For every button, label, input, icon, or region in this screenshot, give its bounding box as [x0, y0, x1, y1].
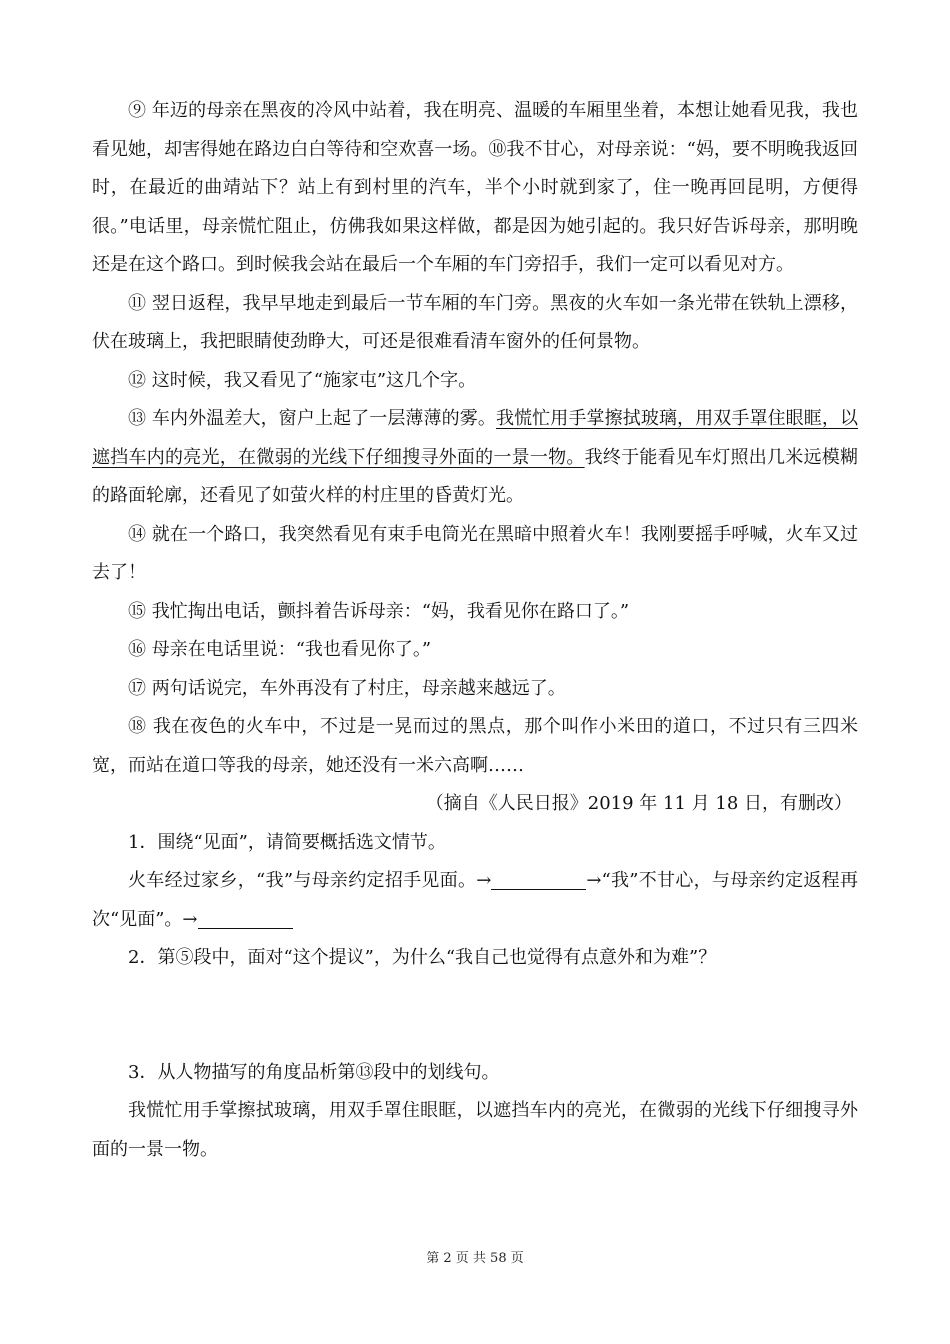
paragraph-12: ⑫ 这时候，我又看见了“施家屯”这几个字。 [128, 369, 477, 391]
q1-answer-mid: →“我”不甘心，与母亲约定返程再次“见面”。→ [92, 870, 858, 930]
question-3-quote: 我慌忙用手掌擦拭玻璃，用双手罩住眼眶，以遮挡车内的亮光，在微弱的光线下仔细搜寻外面的一景一物。 [92, 1100, 858, 1160]
paragraph-13 [92, 400, 858, 516]
document-content [92, 92, 858, 1169]
paragraph-16: ⑯ 母亲在电话里说：“我也看见你了。” [128, 639, 432, 660]
paragraph-15: ⑮ 我忙掏出电话，颤抖着告诉母亲：“妈，我看见你在路口了。” [128, 600, 630, 622]
paragraph-13-lead: ⑬ 车内外温差大，窗户上起了一层薄薄的雾。 [128, 408, 496, 429]
paragraph-18: ⑱ 我在夜色的火车中，不过是一晃而过的黑点，那个叫作小米田的道口，不过只有三四米宽，而站在道口等我的母亲，她还没有一米六高啊…… [92, 716, 858, 776]
answer-space-2[interactable] [92, 978, 858, 1054]
question-1: 1．围绕“见面”，请简要概括选文情节。 [128, 831, 446, 853]
paragraph-11: ⑪ 翌日返程，我早早地走到最后一节车厢的车门旁。黑夜的火车如一条光带在铁轨上漂移，伏在玻璃上，我把眼睛使劲睁大，可还是很难看清车窗外的任何景物。 [92, 292, 858, 352]
paragraph-14: ⑭ 就在一个路口，我突然看见有束手电筒光在黑暗中照着火车！我刚要摇手呼喊，火车又过去了！ [92, 523, 858, 583]
question-1-answer [92, 862, 858, 939]
q1-answer-start: 火车经过家乡，“我”与母亲约定招手见面。→ [128, 870, 492, 891]
question-3: 3．从人物描写的角度品析第⑬段中的划线句。 [128, 1061, 500, 1083]
paragraph-9: ⑨ 年迈的母亲在黑夜的冷风中站着，我在明亮、温暖的车厢里坐着，本想让她看见我，我也看见她，却害得她在路边白白等待和空欢喜一场。⑩我不甘心，对母亲说：“妈，要不明晚我返回时，在最近的曲靖站下？站上有到村里的汽车，半个小时就到家了，住一晚再回昆明，方便得很。”电话里，母亲慌忙阻止，仿佛我如果这样做，都是因为她引起的。我只好告诉母亲，那明晚还是在这个路口。到时候我会站在最后一个车厢的车门旁招手，我们一定可以看见对方。 [92, 100, 858, 275]
answer-blank-1[interactable] [491, 867, 586, 890]
question-2: 2．第⑤段中，面对“这个提议”，为什么“我自己也觉得有点意外和为难”？ [128, 947, 717, 968]
page-footer: 第 2 页 共 58 页 [426, 1251, 524, 1266]
answer-blank-2[interactable] [198, 906, 293, 929]
source-citation: （摘自《人民日报》2019 年 11 月 18 日，有删改） [425, 793, 852, 814]
paragraph-13-tail: 我终于能看见车灯照出几米远模糊的路面轮廓，还看见了如萤火样的村庄里的昏黄灯光。 [92, 446, 859, 506]
paragraph-17: ⑰ 两句话说完，车外再没有了村庄，母亲越来越远了。 [128, 677, 566, 699]
underlined-sentence: 我慌忙用手掌擦拭玻璃，用双手罩住眼眶，以遮挡车内的亮光，在微弱的光线下仔细搜寻外面的一景一物。 [92, 408, 858, 468]
